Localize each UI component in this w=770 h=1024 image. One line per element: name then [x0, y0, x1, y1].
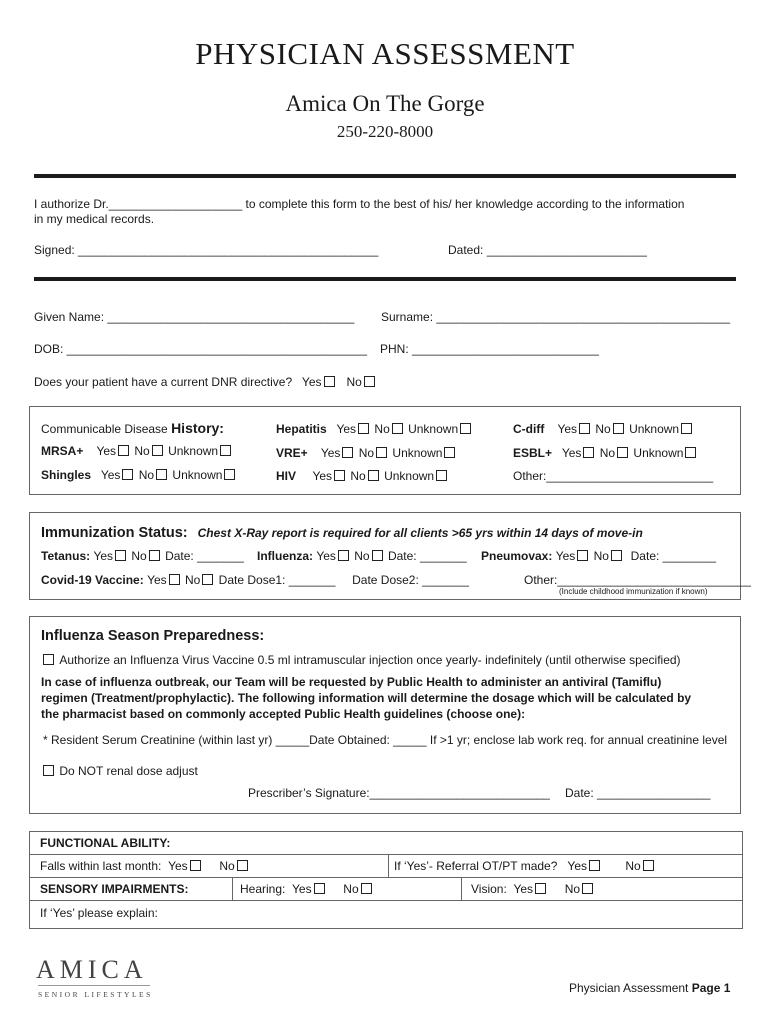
tetanus-row: Tetanus: Yes No Date: _______ — [41, 549, 244, 563]
history-heading: Communicable Disease History: — [41, 420, 224, 436]
cdiff-no-checkbox[interactable] — [613, 423, 624, 434]
hiv-no-checkbox[interactable] — [368, 470, 379, 481]
mrsa-no-checkbox[interactable] — [152, 445, 163, 456]
tetanus-date-field[interactable]: Date: _______ — [165, 549, 244, 563]
pneumovax-date-field[interactable]: Date: ________ — [630, 549, 717, 563]
hepatitis-unknown-checkbox[interactable] — [460, 423, 471, 434]
dnr-no-checkbox[interactable] — [364, 376, 375, 387]
mrsa-yes-checkbox[interactable] — [118, 445, 129, 456]
pneumovax-yes-checkbox[interactable] — [577, 550, 588, 561]
cdiff-row: C-diff Yes No Unknown — [513, 422, 694, 436]
authorization-line-2: in my medical records. — [34, 212, 155, 226]
immunization-heading: Immunization Status: — [41, 525, 188, 541]
signed-field[interactable]: Signed: _____________________________________________ — [34, 243, 379, 257]
esbl-row: ESBL+ Yes No Unknown — [513, 446, 698, 460]
hepatitis-yes-checkbox[interactable] — [358, 423, 369, 434]
tetanus-no-checkbox[interactable] — [149, 550, 160, 561]
falls-yes-checkbox[interactable] — [190, 860, 201, 871]
vision-row: Vision: Yes No — [471, 882, 595, 896]
amica-logo: AMICA — [36, 955, 148, 984]
referral-no-checkbox[interactable] — [643, 860, 654, 871]
hiv-yes-checkbox[interactable] — [334, 470, 345, 481]
functional-heading: FUNCTIONAL ABILITY: — [40, 836, 171, 850]
phn-field[interactable]: PHN: ____________________________ — [380, 342, 599, 356]
shingles-yes-checkbox[interactable] — [122, 469, 133, 480]
covid-row: Covid-19 Vaccine: Yes No Date Dose1: _______ Date Dose2: _______ — [41, 573, 469, 587]
pneumovax-row: Pneumovax: Yes No Date: ________ — [481, 549, 717, 563]
authorization-line: I authorize Dr.____________________ to complete this form to the best of his/ her knowledge according to the information — [34, 197, 685, 211]
facility-phone: 250-220-8000 — [336, 122, 434, 141]
hearing-row: Hearing: Yes No — [240, 882, 374, 896]
prescriber-signature-field[interactable]: Prescriber’s Signature:___________________________ — [248, 786, 550, 800]
authorize-vaccine-checkbox[interactable] — [43, 654, 54, 665]
hiv-unknown-checkbox[interactable] — [436, 470, 447, 481]
influenza-date-field[interactable]: Date: _______ — [387, 549, 467, 563]
page-title: PHYSICIAN ASSESSMENT — [195, 36, 575, 71]
vre-yes-checkbox[interactable] — [342, 447, 353, 458]
falls-no-checkbox[interactable] — [237, 860, 248, 871]
cdiff-unknown-checkbox[interactable] — [681, 423, 692, 434]
referral-row: If ‘Yes’- Referral OT/PT made? Yes No — [394, 859, 656, 873]
creatinine-field[interactable]: * Resident Serum Creatinine (within last yr) _____Date Obtained: _____ If >1 yr; enclose lab work req. for annual creatinine level — [43, 733, 728, 747]
esbl-yes-checkbox[interactable] — [583, 447, 594, 458]
vision-yes-checkbox[interactable] — [535, 883, 546, 894]
hepatitis-row: Hepatitis Yes No Unknown — [276, 422, 473, 436]
influenza-row: Influenza: Yes No Date: _______ — [257, 549, 467, 563]
childhood-immunization-note: (Include childhood immunization if known) — [559, 587, 708, 596]
mrsa-unknown-checkbox[interactable] — [220, 445, 231, 456]
covid-dose1-field[interactable]: Date Dose1: _______ — [218, 573, 336, 587]
vre-no-checkbox[interactable] — [376, 447, 387, 458]
sensory-heading: SENSORY IMPAIRMENTS: — [40, 882, 189, 896]
falls-row: Falls within last month: Yes No — [40, 859, 250, 873]
amica-logo-subtitle: SENIOR LIFESTYLES — [38, 990, 153, 999]
esbl-no-checkbox[interactable] — [617, 447, 628, 458]
no-renal-checkbox[interactable] — [43, 765, 54, 776]
vre-unknown-checkbox[interactable] — [444, 447, 455, 458]
prescriber-date-field[interactable]: Date: _________________ — [565, 786, 711, 800]
covid-yes-checkbox[interactable] — [169, 574, 180, 585]
given-name-field[interactable]: Given Name: _____________________________________ — [34, 310, 355, 324]
shingles-row: Shingles Yes No Unknown — [41, 468, 237, 482]
divider — [34, 174, 736, 178]
facility-name: Amica On The Gorge — [285, 91, 485, 116]
authorize-vaccine-row: Authorize an Influenza Virus Vaccine 0.5 ml intramuscular injection once yearly- indefinitely (until otherwise specified) — [41, 653, 681, 667]
pneumovax-no-checkbox[interactable] — [611, 550, 622, 561]
logo-divider — [38, 985, 150, 986]
immunization-heading-row — [41, 525, 643, 541]
esbl-unknown-checkbox[interactable] — [685, 447, 696, 458]
mrsa-row: MRSA+ Yes No Unknown — [41, 444, 233, 458]
vre-row: VRE+ Yes No Unknown — [276, 446, 457, 460]
hiv-row: HIV Yes No Unknown — [276, 469, 449, 483]
dnr-question: Does your patient have a current DNR directive? — [34, 375, 293, 389]
dated-field[interactable]: Dated: ________________________ — [448, 243, 647, 257]
surname-field[interactable]: Surname: ____________________________________________ — [381, 310, 731, 324]
hepatitis-no-checkbox[interactable] — [392, 423, 403, 434]
cdiff-yes-checkbox[interactable] — [579, 423, 590, 434]
dnr-yes-checkbox[interactable] — [324, 376, 335, 387]
shingles-no-checkbox[interactable] — [156, 469, 167, 480]
influenza-no-checkbox[interactable] — [372, 550, 383, 561]
dnr-row: Does your patient have a current DNR directive? Yes No — [34, 375, 377, 389]
chest-xray-note: Chest X-Ray report is required for all clients >65 yrs within 14 days of move-in — [197, 526, 643, 540]
explain-field[interactable]: If ‘Yes’ please explain: — [40, 906, 158, 920]
no-renal-row: Do NOT renal dose adjust — [41, 764, 198, 778]
influenza-heading: Influenza Season Preparedness: — [41, 628, 265, 644]
covid-dose2-field[interactable]: Date Dose2: _______ — [352, 573, 469, 587]
hearing-yes-checkbox[interactable] — [314, 883, 325, 894]
hearing-no-checkbox[interactable] — [361, 883, 372, 894]
history-other-field[interactable]: Other:_________________________ — [513, 469, 714, 483]
page-number: Page 1 — [691, 981, 731, 995]
influenza-yes-checkbox[interactable] — [338, 550, 349, 561]
referral-yes-checkbox[interactable] — [589, 860, 600, 871]
divider — [34, 277, 736, 281]
shingles-unknown-checkbox[interactable] — [224, 469, 235, 480]
page-footer: Physician Assessment Page 1 — [569, 981, 731, 995]
antiviral-paragraph: In case of influenza outbreak, our Team will be requested by Public Health to administer an antiviral (Tamiflu) regimen (Treatment/prophylactic). The following information will determine the dosage which will be calculated by the pharmacist based on commonly accepted Public Health guidelines (choose one): — [41, 675, 692, 721]
tetanus-yes-checkbox[interactable] — [115, 550, 126, 561]
immunization-other-field[interactable]: Other:_____________________________ — [524, 573, 751, 587]
covid-no-checkbox[interactable] — [202, 574, 213, 585]
vision-no-checkbox[interactable] — [582, 883, 593, 894]
dob-field[interactable]: DOB: _____________________________________________ — [34, 342, 367, 356]
